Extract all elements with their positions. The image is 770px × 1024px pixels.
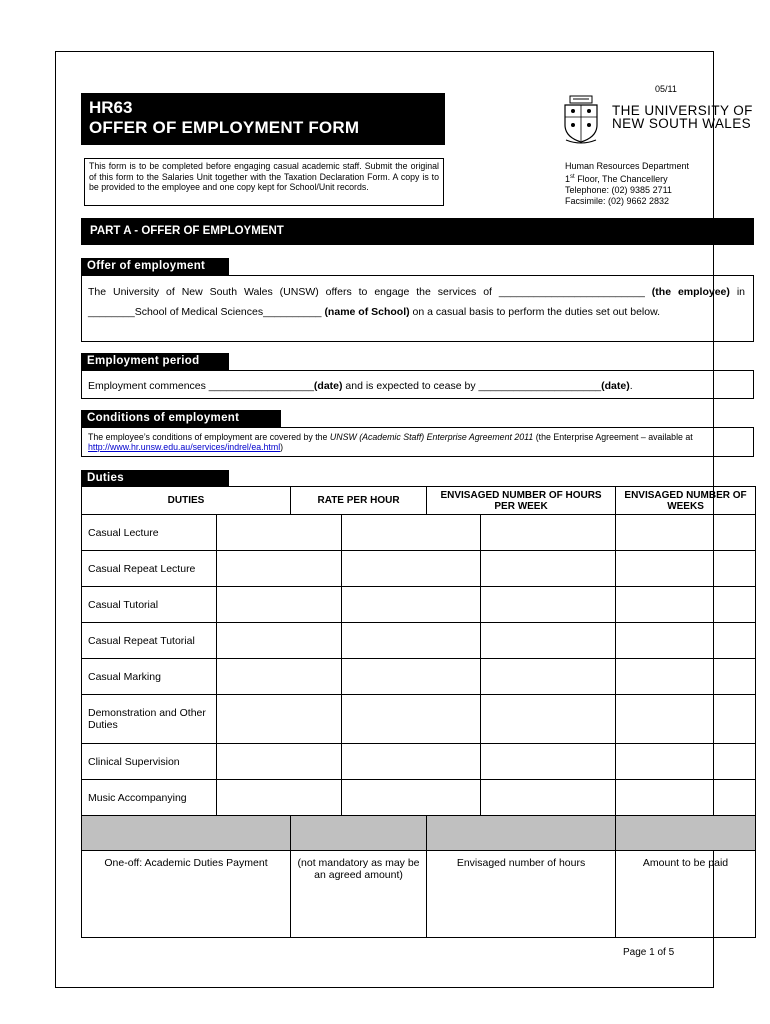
rate-cell[interactable] xyxy=(217,551,342,587)
weeks-cell[interactable] xyxy=(616,623,756,659)
period-text: Employment commences __________________(date) and is expected to cease by _____________________(date). xyxy=(88,380,633,392)
hours-cell[interactable] xyxy=(342,623,481,659)
col-rate: RATE PER HOUR xyxy=(291,487,427,515)
table-row xyxy=(82,780,756,816)
form-title: OFFER OF EMPLOYMENT FORM xyxy=(89,118,360,137)
col-hours: ENVISAGED NUMBER OF HOURS PER WEEK xyxy=(427,487,616,515)
weeks-cell[interactable] xyxy=(616,744,756,780)
hours-cell-extra[interactable] xyxy=(481,623,616,659)
duties-table xyxy=(81,486,756,938)
oneoff-hours[interactable]: Envisaged number of hours xyxy=(427,851,616,938)
duty-label: Casual Repeat Tutorial xyxy=(82,623,217,659)
offer-section xyxy=(81,275,754,342)
weeks-cell[interactable] xyxy=(616,551,756,587)
oneoff-row xyxy=(82,851,756,938)
hours-cell-extra[interactable] xyxy=(481,659,616,695)
university-name: THE UNIVERSITY OF NEW SOUTH WALES xyxy=(612,103,753,131)
table-row xyxy=(82,623,756,659)
rate-cell[interactable] xyxy=(217,515,342,551)
duty-label: Casual Marking xyxy=(82,659,217,695)
hours-cell-extra[interactable] xyxy=(481,515,616,551)
enterprise-agreement-link[interactable]: http://www.hr.unsw.edu.au/services/indrel/ea.html xyxy=(88,442,281,452)
weeks-cell[interactable] xyxy=(616,780,756,816)
duty-label: Casual Lecture xyxy=(82,515,217,551)
hours-cell[interactable] xyxy=(342,744,481,780)
hours-cell-extra[interactable] xyxy=(481,780,616,816)
duty-label: Demonstration and Other Duties xyxy=(82,695,217,744)
form-title-box xyxy=(81,93,445,145)
table-row xyxy=(82,695,756,744)
duties-heading: Duties xyxy=(81,470,229,487)
weeks-cell[interactable] xyxy=(616,515,756,551)
intro-instructions: This form is to be completed before engaging casual academic staff. Submit the original of this form to the Salaries Unit together with the Taxation Declaration Form. A copy is to be provided to the employee and one copy kept for School/Unit records. xyxy=(84,158,444,206)
table-row xyxy=(82,587,756,623)
weeks-cell[interactable] xyxy=(616,695,756,744)
rate-cell[interactable] xyxy=(217,780,342,816)
duty-label: Casual Repeat Lecture xyxy=(82,551,217,587)
hours-cell[interactable] xyxy=(342,695,481,744)
period-heading: Employment period xyxy=(81,353,229,370)
offer-text: The University of New South Wales (UNSW) offers to engage the services of _________________________ (the employee) in ________School of Medical Sciences__________ (name of School) on a casual basis to perform the duties set out below. xyxy=(88,286,745,318)
offer-heading: Offer of employment xyxy=(81,258,229,275)
hours-cell[interactable] xyxy=(342,780,481,816)
oneoff-amount[interactable]: Amount to be paid xyxy=(616,851,756,938)
table-row xyxy=(82,744,756,780)
table-row xyxy=(82,515,756,551)
part-a-heading: PART A - OFFER OF EMPLOYMENT xyxy=(81,218,754,245)
hours-cell[interactable] xyxy=(342,587,481,623)
duty-label: Music Accompanying xyxy=(82,780,217,816)
duty-label: Clinical Supervision xyxy=(82,744,217,780)
form-date-code: 05/11 xyxy=(655,84,677,94)
rate-cell[interactable] xyxy=(217,587,342,623)
hours-cell[interactable] xyxy=(342,659,481,695)
table-row xyxy=(82,551,756,587)
oneoff-label: One-off: Academic Duties Payment xyxy=(82,851,291,938)
period-section xyxy=(81,370,754,399)
shaded-row xyxy=(82,816,756,851)
conditions-section xyxy=(81,427,754,457)
duties-header-row xyxy=(82,487,756,515)
col-weeks: ENVISAGED NUMBER OF WEEKS xyxy=(616,487,756,515)
col-duties: DUTIES xyxy=(82,487,291,515)
conditions-text: The employee’s conditions of employment are covered by the UNSW (Academic Staff) Enterprise Agreement 2011 (the Enterprise Agreement – available at http://www.hr.unsw.edu.au/services/indrel/ea.html) xyxy=(88,432,693,452)
duty-label: Casual Tutorial xyxy=(82,587,217,623)
hours-cell-extra[interactable] xyxy=(481,695,616,744)
page-number: Page 1 of 5 xyxy=(623,947,675,958)
rate-cell[interactable] xyxy=(217,659,342,695)
oneoff-rate-note[interactable]: (not mandatory as may be an agreed amount) xyxy=(291,851,427,938)
unsw-crest-icon xyxy=(562,95,600,145)
weeks-cell[interactable] xyxy=(616,587,756,623)
hours-cell[interactable] xyxy=(342,551,481,587)
form-code: HR63 xyxy=(89,98,133,117)
conditions-heading: Conditions of employment xyxy=(81,410,281,427)
rate-cell[interactable] xyxy=(217,695,342,744)
rate-cell[interactable] xyxy=(217,744,342,780)
hours-cell-extra[interactable] xyxy=(481,744,616,780)
weeks-cell[interactable] xyxy=(616,659,756,695)
hours-cell[interactable] xyxy=(342,515,481,551)
rate-cell[interactable] xyxy=(217,623,342,659)
hours-cell-extra[interactable] xyxy=(481,587,616,623)
hours-cell-extra[interactable] xyxy=(481,551,616,587)
hr-address: Human Resources Department 1st Floor, The Chancellery Telephone: (02) 9385 2711 Facsimile: (02) 9662 2832 xyxy=(565,161,690,206)
table-row xyxy=(82,659,756,695)
